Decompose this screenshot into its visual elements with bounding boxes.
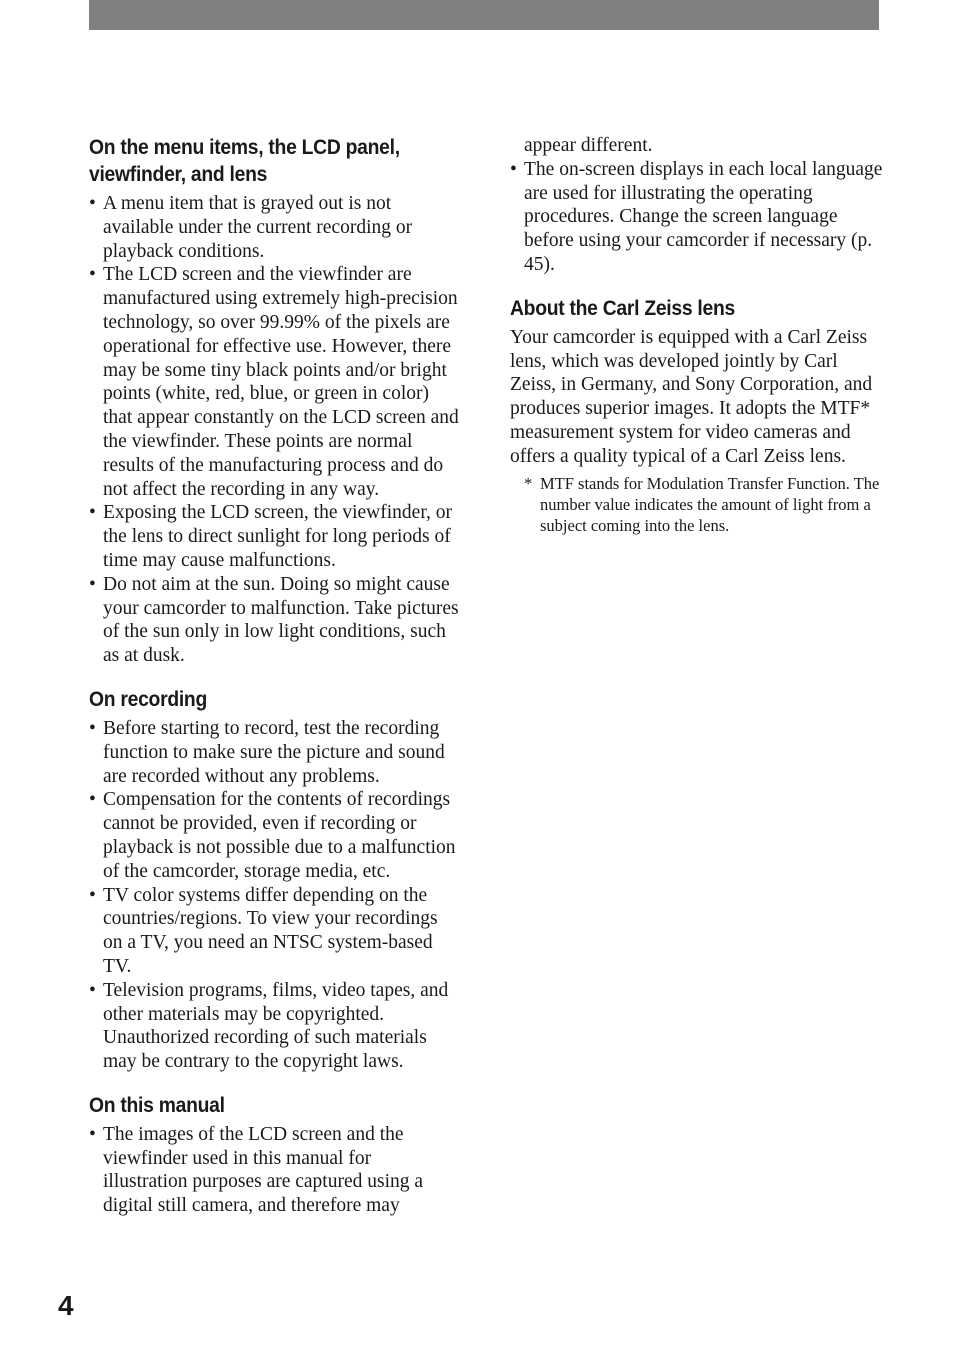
footnote-text: MTF stands for Modulation Transfer Function. The number value indicates the amount of light from a subject coming into the lens.: [540, 473, 880, 535]
list-item: • Compensation for the contents of recordings cannot be provided, even if recording or playback is not possible due to a malfunction of the camcorder, storage media, etc.: [89, 788, 459, 883]
bullet-list: [89, 717, 459, 1074]
page-number: 4: [58, 1290, 74, 1321]
list-item: • Before starting to record, test the recording function to make sure the picture and sound are recorded without any problems.: [89, 717, 459, 788]
section-manual-continued: [510, 158, 885, 277]
footnote: [510, 473, 885, 536]
section-heading: On the menu items, the LCD panel, viewfinder, and lens: [89, 136, 400, 186]
left-column: [89, 134, 459, 1236]
section-menu-items: [89, 134, 459, 668]
list-item: • Exposing the LCD screen, the viewfinder, or the lens to direct sunlight for long periods of time may cause malfunctions.: [89, 501, 459, 572]
section-on-this-manual: [89, 1092, 459, 1218]
bullet-list: [89, 192, 459, 668]
list-item: • Television programs, films, video tapes, and other materials may be copyrighted. Unauthorized recording of such materials may be contrary to the copyright laws.: [89, 979, 459, 1074]
continued-text: appear different.: [524, 135, 653, 156]
right-column: [510, 134, 885, 554]
section-heading: About the Carl Zeiss lens: [510, 296, 735, 320]
section-carl-zeiss: [510, 295, 885, 536]
section-heading: On recording: [89, 687, 207, 711]
zeiss-body: Your camcorder is equipped with a Carl Zeiss lens, which was developed jointly by Carl Zeiss, in Germany, and Sony Corporation, and produces superior images. It adopts the MTF* measurement system for video cameras and offers a quality typical of a Carl Zeiss lens.: [510, 326, 873, 467]
list-item: • The on-screen displays in each local language are used for illustrating the operating procedures. Change the screen language before using your camcorder if necessary (p. 45).: [510, 158, 885, 277]
list-item: • The LCD screen and the viewfinder are manufactured using extremely high-precision technology, so over 99.99% of the pixels are operational for effective use. However, there may be some tiny black points and/or bright points (white, red, blue, or green in color) that appear constantly on the LCD screen and the viewfinder. These points are normal results of the manufacturing process and do not affect the recording in any way.: [89, 263, 459, 501]
section-heading: On this manual: [89, 1093, 225, 1117]
list-item: • Do not aim at the sun. Doing so might cause your camcorder to malfunction. Take pictures of the sun only in low light conditions, such as at dusk.: [89, 573, 459, 668]
section-on-recording: [89, 686, 459, 1074]
bullet-list: [89, 1123, 459, 1218]
list-item: • A menu item that is grayed out is not available under the current recording or playback conditions.: [89, 192, 459, 263]
list-item: • TV color systems differ depending on the countries/regions. To view your recordings on a TV, you need an NTSC system-based TV.: [89, 884, 459, 979]
bullet-list: [510, 158, 885, 277]
footnote-mark: *: [524, 473, 533, 493]
header-bar: [89, 0, 879, 30]
list-item: • The images of the LCD screen and the viewfinder used in this manual for illustration purposes are captured using a digital still camera, and therefore may: [89, 1123, 459, 1218]
